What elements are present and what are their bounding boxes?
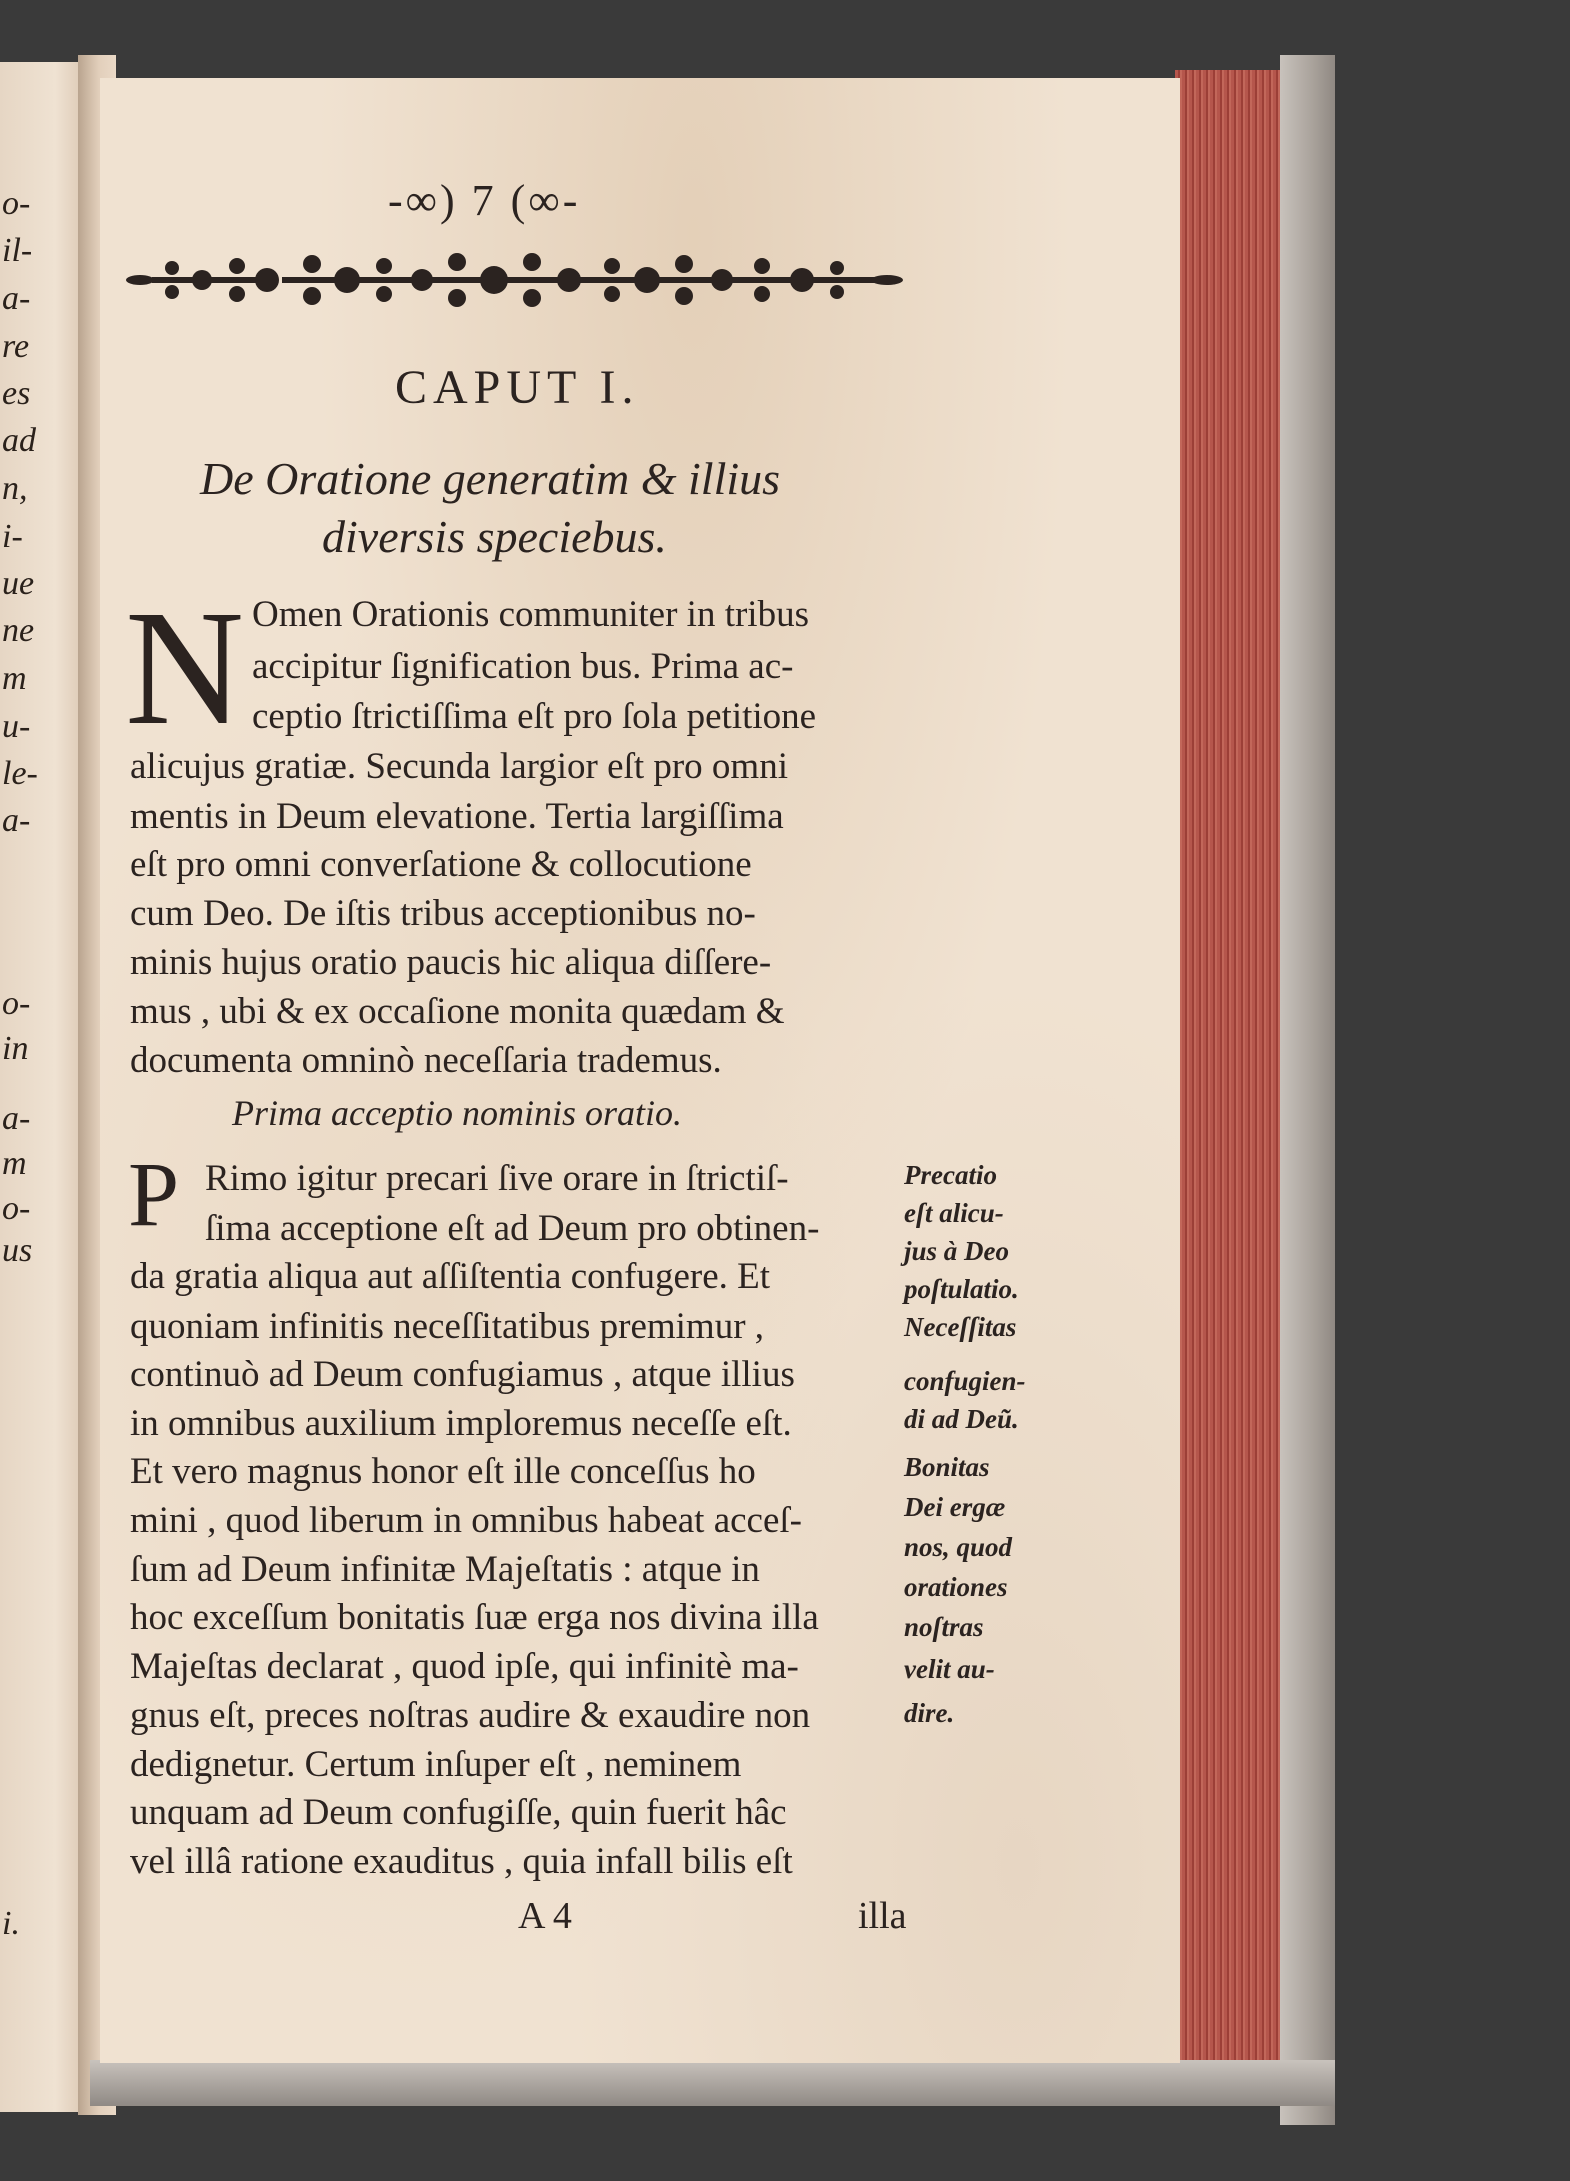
ornament-band-icon [122, 244, 907, 316]
left-fragment: m [2, 1145, 27, 1182]
margin-note: nos, quod [904, 1532, 1013, 1562]
body-line: da gratia aliqua aut aſſiſtentia confugere. Et [130, 1256, 771, 1297]
body-line: ſima acceptione eſt ad Deum pro obtinen- [205, 1208, 820, 1249]
margin-note: noſtras [904, 1612, 984, 1642]
left-fragment: a- [2, 1100, 31, 1137]
drop-cap-n: N [125, 576, 245, 759]
left-fragment: i- [2, 518, 23, 555]
left-fragment: re [2, 328, 30, 365]
body-line: Rimo igitur precari ſive orare in ſtrictiſ- [205, 1158, 789, 1199]
margin-note: poſtulatio. [904, 1274, 1019, 1304]
body-line: Et vero magnus honor eſt ille conceſſus ho [130, 1451, 756, 1492]
body-line: dedignetur. Certum inſuper eſt , neminem [130, 1744, 742, 1785]
margin-note: eſt alicu- [904, 1198, 1004, 1228]
chapter-heading: CAPUT I. [395, 361, 640, 414]
intro-line: Omen Orationis communiter in tribus [252, 594, 809, 635]
body-line: Majeſtas declarat , quod ipſe, qui infinitè ma- [130, 1646, 799, 1687]
left-fragment: o- [2, 185, 31, 222]
body-line: mini , quod liberum in omnibus habeat acceſ- [130, 1500, 802, 1541]
margin-note: jus à Deo [904, 1236, 1010, 1266]
left-fragment: ne [2, 612, 35, 649]
signature-mark: A 4 [518, 1895, 572, 1937]
left-fragment: il- [2, 232, 33, 269]
margin-note: Precatio [904, 1160, 997, 1190]
intro-line: mus , ubi & ex occaſione monita quædam & [130, 991, 785, 1032]
intro-line: documenta omninò neceſſaria trademus. [130, 1040, 722, 1081]
margin-note: Dei ergæ [904, 1492, 1006, 1522]
body-line: hoc exceſſum bonitatis ſuæ erga nos divina illa [130, 1597, 819, 1638]
left-fragment: es [2, 375, 31, 412]
margin-note: velit au- [904, 1654, 995, 1684]
intro-line: mentis in Deum elevatione. Tertia largiſſima [130, 796, 784, 837]
chapter-title-line-1: De Oratione generatim & illius [200, 453, 781, 504]
cover-board [1280, 55, 1335, 2125]
intro-line: ceptio ſtrictiſſima eſt pro ſola petitione [252, 696, 817, 737]
left-fragment: u- [2, 708, 31, 745]
margin-note: confugien- [904, 1366, 1026, 1396]
left-fragment: n, [2, 470, 28, 507]
intro-line: accipitur ſignification bus. Prima ac- [252, 646, 794, 687]
left-fragment: us [2, 1232, 33, 1269]
body-line: quoniam infinitis neceſſitatibus premimur , [130, 1306, 765, 1347]
left-fragment: i. [2, 1905, 20, 1942]
body-line: in omnibus auxilium imploremus neceſſe eſt. [130, 1403, 792, 1444]
intro-line: alicujus gratiæ. Secunda largior eſt pro omni [130, 746, 788, 787]
left-fragment: o- [2, 985, 31, 1022]
left-fragment: in [2, 1030, 29, 1067]
left-fragment: a- [2, 280, 31, 317]
body-line: continuò ad Deum confugiamus , atque illius [130, 1354, 795, 1395]
margin-note: Bonitas [904, 1452, 990, 1482]
margin-note: orationes [904, 1572, 1008, 1602]
chapter-title-line-2: diversis speciebus. [322, 511, 667, 562]
intro-line: eſt pro omni converſatione & collocutione [130, 844, 752, 885]
left-fragment: le- [2, 755, 38, 792]
red-page-edges [1175, 70, 1285, 2090]
left-fragment: a- [2, 802, 31, 839]
body-line: vel illâ ratione exauditus , quia infall bilis eſt [130, 1841, 793, 1882]
margin-note: di ad Deũ. [904, 1404, 1019, 1434]
intro-line: minis hujus oratio paucis hic aliqua diſſere- [130, 942, 772, 983]
margin-note: Neceſſitas [904, 1312, 1017, 1342]
left-fragment: o- [2, 1190, 31, 1227]
cover-board-bottom [90, 2060, 1335, 2106]
body-line: unquam ad Deum confugiſſe, quin fuerit hâc [130, 1792, 787, 1833]
left-fragment: ad [2, 422, 36, 459]
section-subheading: Prima acceptio nominis oratio. [232, 1093, 682, 1133]
margin-note: dire. [904, 1698, 955, 1728]
drop-cap-p: P [128, 1143, 180, 1245]
intro-line: cum Deo. De iſtis tribus acceptionibus no- [130, 893, 756, 934]
left-fragment: m [2, 660, 27, 697]
body-line: gnus eſt, preces noſtras audire & exaudire non [130, 1695, 811, 1736]
catchword: illa [858, 1895, 907, 1937]
running-head: -∞) 7 (∞- [388, 176, 581, 225]
left-fragment: ue [2, 565, 35, 602]
body-line: ſum ad Deum infinitæ Majeſtatis : atque in [130, 1549, 760, 1590]
